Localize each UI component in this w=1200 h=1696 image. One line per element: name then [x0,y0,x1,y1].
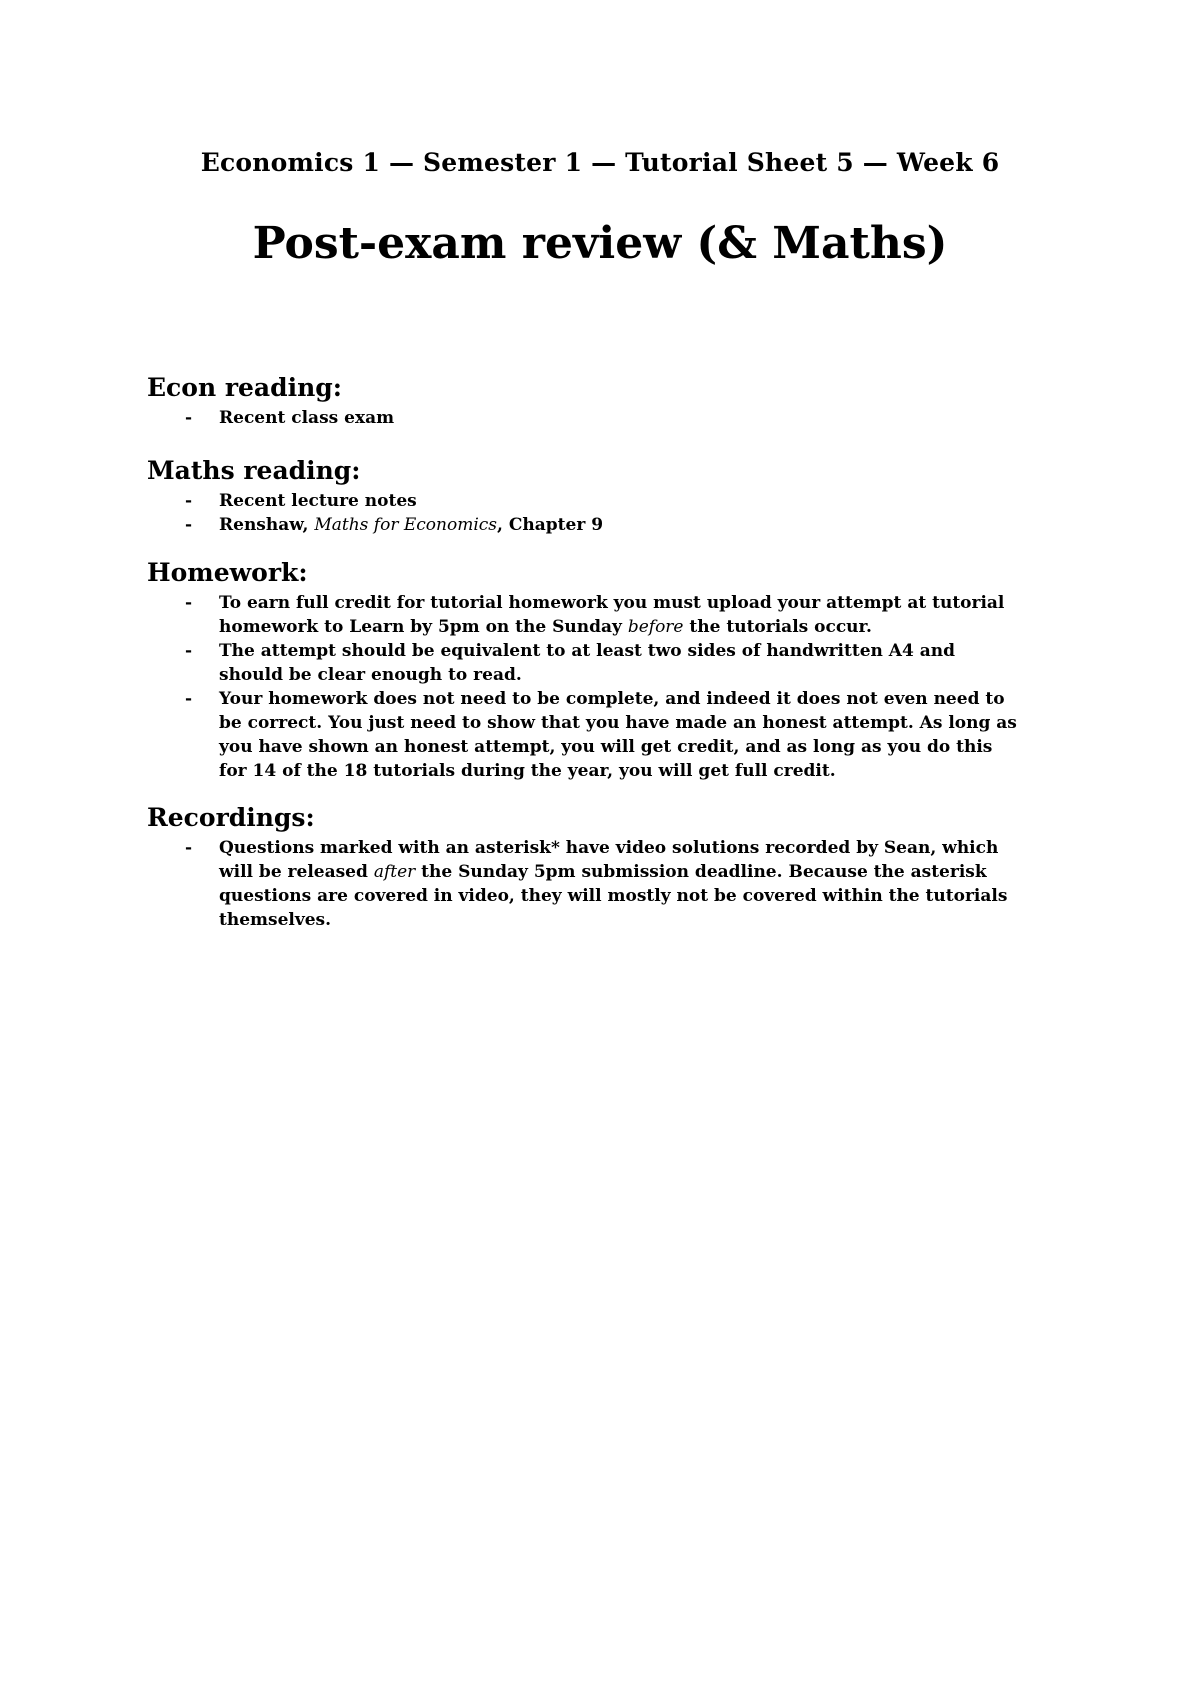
page-title: Post-exam review (& Maths) [252,218,948,269]
list-item [147,489,1017,513]
bullet-dash: - [185,593,193,613]
recordings-heading: Recordings: [147,803,315,832]
bullet-dash: - [185,408,193,428]
list-item [147,591,1017,639]
list-item [147,406,1017,430]
list-item [147,687,1017,783]
homework-section [147,557,1017,783]
maths-reading-list [147,489,1017,537]
list-item-text: , Chapter 9 [497,515,604,535]
homework-list [147,591,1017,783]
list-item-text: Recent lecture notes [219,491,417,511]
maths-reading-heading: Maths reading: [147,456,361,485]
list-item [147,513,1017,537]
list-item-text: Renshaw, [219,515,315,535]
course-subtitle: Economics 1 — Semester 1 — Tutorial Sheet 5 — Week 6 [200,148,1000,177]
recordings-list [147,836,1017,932]
list-item-text: To earn full credit for tutorial homework you must upload your attempt at tutorial homework to Learn by 5pm on the Sunday [219,593,1005,637]
list-item [147,836,1017,932]
recordings-section [147,802,1017,932]
emphasis-text: before [627,617,684,637]
emphasis-text: after [373,862,416,882]
bullet-dash: - [185,689,193,709]
econ-reading-heading: Econ reading: [147,373,342,402]
bullet-dash: - [185,641,193,661]
econ-reading-section [147,372,1017,430]
maths-reading-section [147,455,1017,537]
list-item-text: the Sunday 5pm submission deadline. Because the asterisk questions are covered in video, they will mostly not be covered within the tutorials themselves. [219,862,1008,930]
list-item-text: The attempt should be equivalent to at least two sides of handwritten A4 and should be clear enough to read. [219,641,955,685]
bullet-dash: - [185,515,193,535]
list-item-text: Recent class exam [219,408,395,428]
list-item-text: Your homework does not need to be complete, and indeed it does not even need to be correct. You just need to show that you have made an honest attempt. As long as you have shown an honest attempt, you will get credit, and as long as you do this for 14 of the 18 tutorials during the year, you will get full credit. [219,689,1017,781]
econ-reading-list [147,406,1017,430]
book-title: Maths for Economics [314,515,498,535]
list-item-text: Questions marked with an asterisk* have video solutions recorded by Sean, which will be released [219,838,999,882]
homework-heading: Homework: [147,558,308,587]
bullet-dash: - [185,838,193,858]
list-item-text: the tutorials occur. [683,617,872,637]
list-item [147,639,1017,687]
bullet-dash: - [185,491,193,511]
